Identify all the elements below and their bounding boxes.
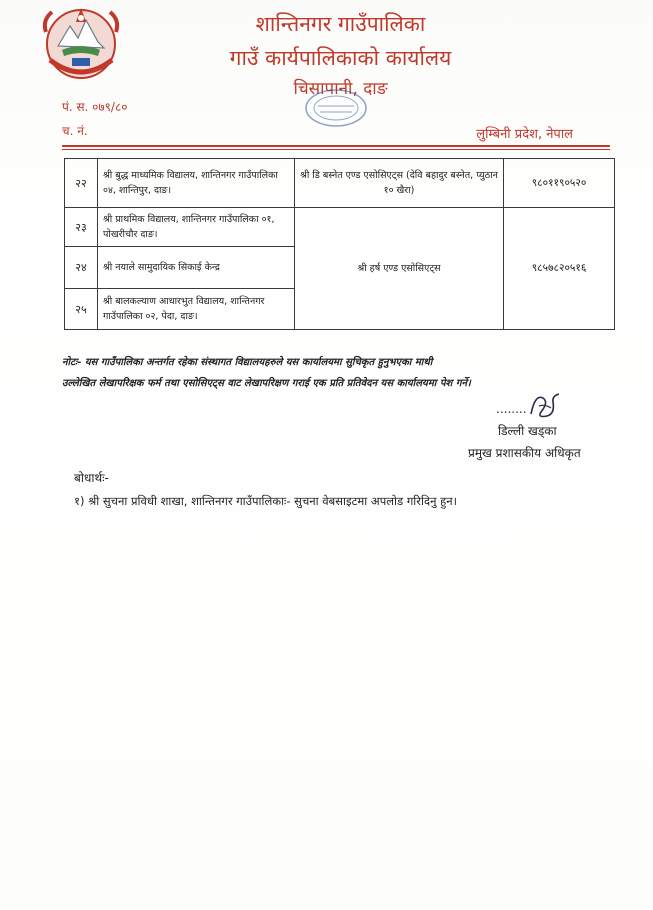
province-label: लुम्बिनी प्रदेश, नेपाल — [476, 127, 573, 142]
cc-heading: बोधार्थः- — [74, 471, 109, 485]
firm-phone: ९८५७८२०५१६ — [504, 208, 615, 330]
header-rule-thin — [62, 149, 610, 150]
cc-item: १) श्री सुचना प्रविधी शाखा, शान्तिनगर गाउँपालिकाः- सुचना वेबसाइटमा अपलोड गरिदिनु हुन। — [74, 494, 457, 508]
municipality-name: शान्तिनगर गाउँपालिका — [255, 12, 426, 36]
row-number: २३ — [65, 208, 98, 247]
handwritten-signature-icon — [525, 388, 565, 424]
firm-phone: ९८०११९०५२० — [504, 159, 615, 208]
school-name: श्री बालकल्याण आधारभुत विद्यालय, शान्तिनगर गाउँपालिका ०२, पेदा, दाङ। — [98, 289, 295, 330]
school-name: श्री प्राथमिक विद्यालय, शान्तिनगर गाउँपालिका ०१, पोखरीचौर दाङ। — [98, 208, 295, 247]
school-name: श्री बुद्ध माध्यमिक विद्यालय, शान्तिनगर गाउँपालिका ०४, शान्तिपुर, दाङ। — [98, 159, 295, 208]
dispatch-number: च. नं. — [62, 124, 88, 138]
table-row — [65, 208, 615, 247]
school-name: श्री नयाले सामुदायिक सिकाई केन्द्र — [98, 247, 295, 289]
office-address: चिसापानी, दाङ — [293, 79, 388, 99]
signature-dots: ........ — [496, 402, 527, 416]
table-row — [65, 159, 615, 208]
signatory-name: डिल्ली खड्का — [498, 424, 557, 438]
note-paragraph — [62, 352, 602, 394]
signatory-title: प्रमुख प्रशासकीय अधिकृत — [468, 446, 581, 460]
office-name: गाउँ कार्यपालिकाको कार्यालय — [229, 46, 452, 70]
office-stamp-icon — [296, 84, 376, 132]
row-number: २४ — [65, 247, 98, 289]
header-rule — [62, 145, 610, 147]
note-line: उल्लेखित लेखापरिक्षक फर्म तथा एसोसिएट्स वाट लेखापरिक्षण गराई एक प्रति प्रतिवेदन यस कार्यालयमा पेश गर्ने। — [62, 378, 471, 389]
audit-firm: श्री हर्ष एण्ड एसोसिएट्स — [295, 208, 504, 330]
note-line: नोटः- यस गाउँपालिका अन्तर्गत रहेका संस्थागत विद्यालयहरुले यस कार्यालयमा सुचिकृत हुनुभएका माथी — [62, 357, 433, 368]
reference-number: पं. स. ०७९/८० — [62, 100, 128, 114]
row-number: २५ — [65, 289, 98, 330]
audit-firm: श्री डि बस्नेत एण्ड एसोसिएट्स (देवि बहादुर बस्नेत, प्युठान १० खैरा) — [295, 159, 504, 208]
auditor-table — [64, 158, 615, 330]
row-number: २२ — [65, 159, 98, 208]
